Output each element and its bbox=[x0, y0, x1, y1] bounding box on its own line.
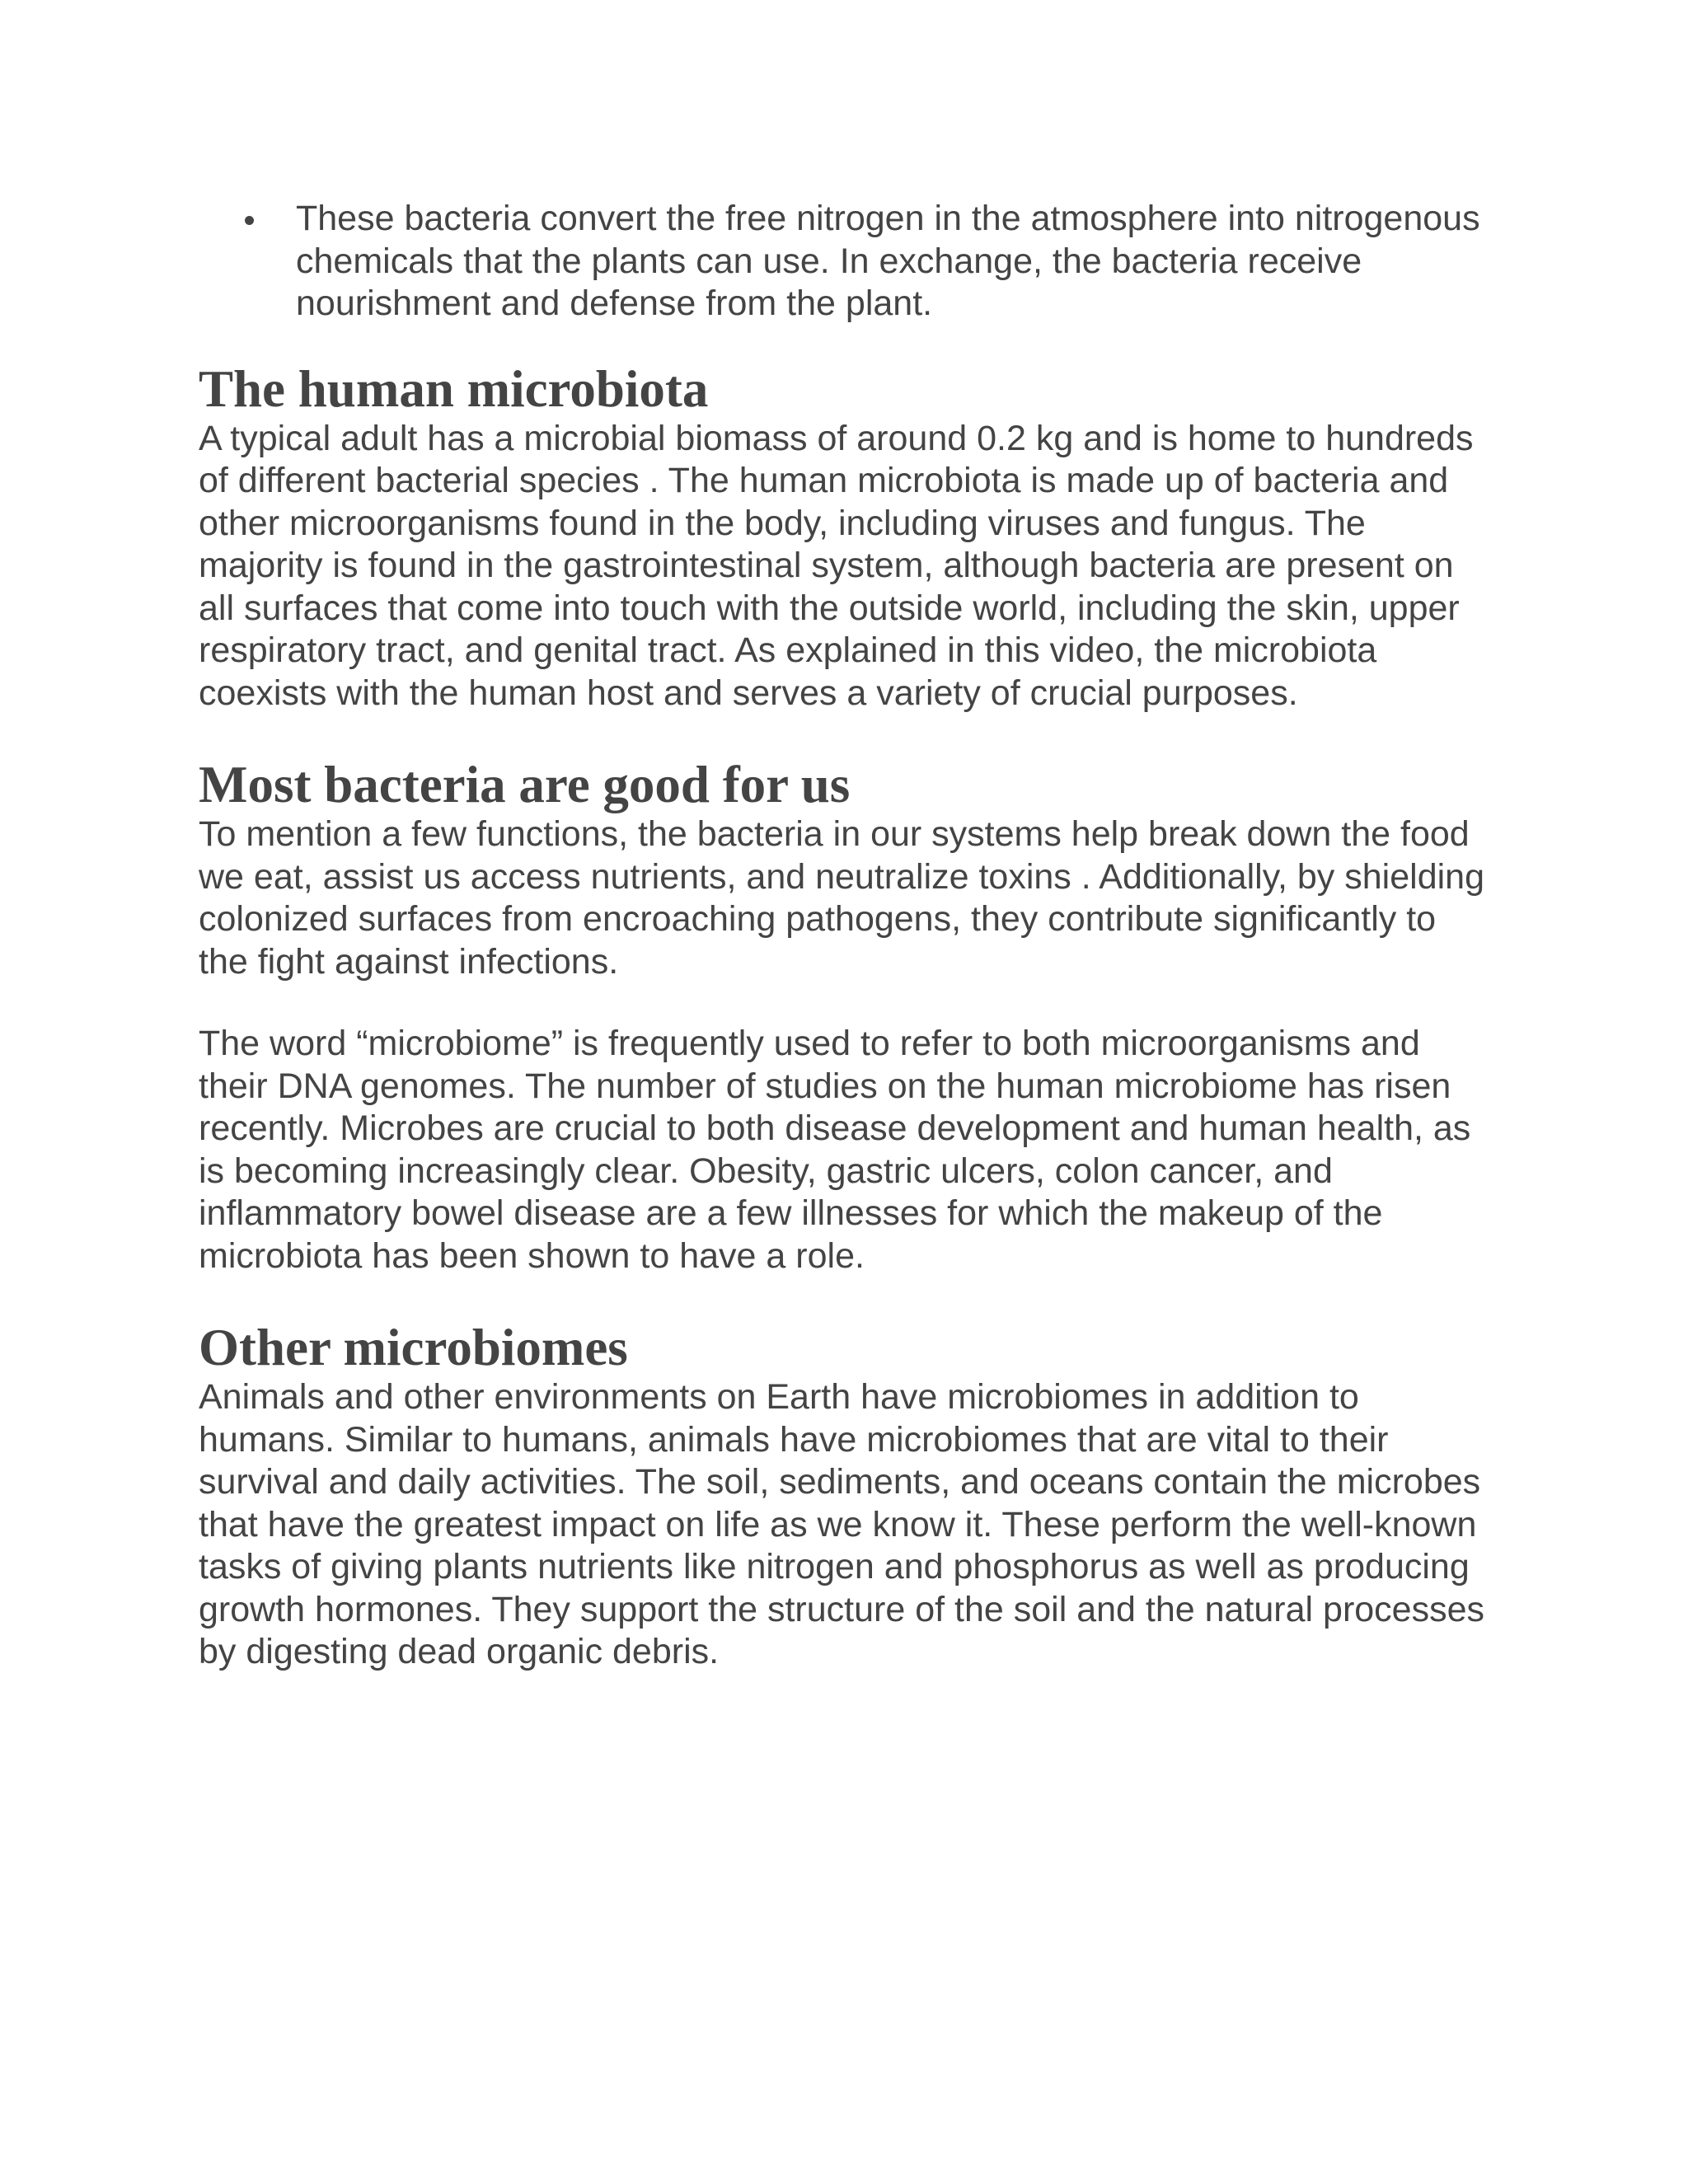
bullet-text: These bacteria convert the free nitrogen in the atmosphere into nitrogenous chemicals that the plants can use. In exchange, the bacteria receive nourishment and defense from the plant. bbox=[296, 199, 1480, 323]
section-heading: The human microbiota bbox=[199, 359, 709, 418]
bullet-icon bbox=[245, 216, 254, 225]
paragraph: Animals and other environments on Earth have microbiomes in addition to humans. Similar to humans, animals have microbiomes that are vital to their survival and daily activities. The soil, sediments, and oceans contain the microbes that have the greatest impact on life as we know it. These perform the well-known tasks of giving plants nutrients like nitrogen and phosphorus as well as producing growth hormones. They support the structure of the soil and the natural processes by digesting dead organic debris. bbox=[199, 1377, 1485, 1671]
paragraph: A typical adult has a microbial biomass of around 0.2 kg and is home to hundreds of different bacterial species . The human microbiota is made up of bacteria and other microorganisms found in the body, including viruses and fungus. The majority is found in the gastrointestinal system, although bacteria are present on all surfaces that come into touch with the outside world, including the skin, upper respiratory tract, and genital tract. As explained in this video, the microbiota coexists with the human host and serves a variety of crucial purposes. bbox=[199, 418, 1474, 713]
section-heading: Most bacteria are good for us bbox=[199, 756, 851, 813]
paragraph: To mention a few functions, the bacteria in our systems help break down the food we eat, assist us access nutrients, and neutralize toxins . Additionally, by shielding colonized surfaces from encroaching pathogens, they contribute significantly to the fight against infections. bbox=[199, 814, 1484, 982]
list-item bbox=[199, 198, 1484, 326]
section-heading: Other microbiomes bbox=[199, 1319, 628, 1376]
bullet-list bbox=[199, 198, 1484, 326]
paragraph: The word “microbiome” is frequently used to refer to both microorganisms and their DNA genomes. The number of studies on the human microbiome has risen recently. Microbes are crucial to both disease development and human health, as is becoming increasingly clear. Obesity, gastric ulcers, colon cancer, and inflammatory bowel disease are a few illnesses for which the makeup of the microbiota has been shown to have a role. bbox=[199, 1024, 1471, 1276]
document-content bbox=[199, 198, 1484, 1674]
